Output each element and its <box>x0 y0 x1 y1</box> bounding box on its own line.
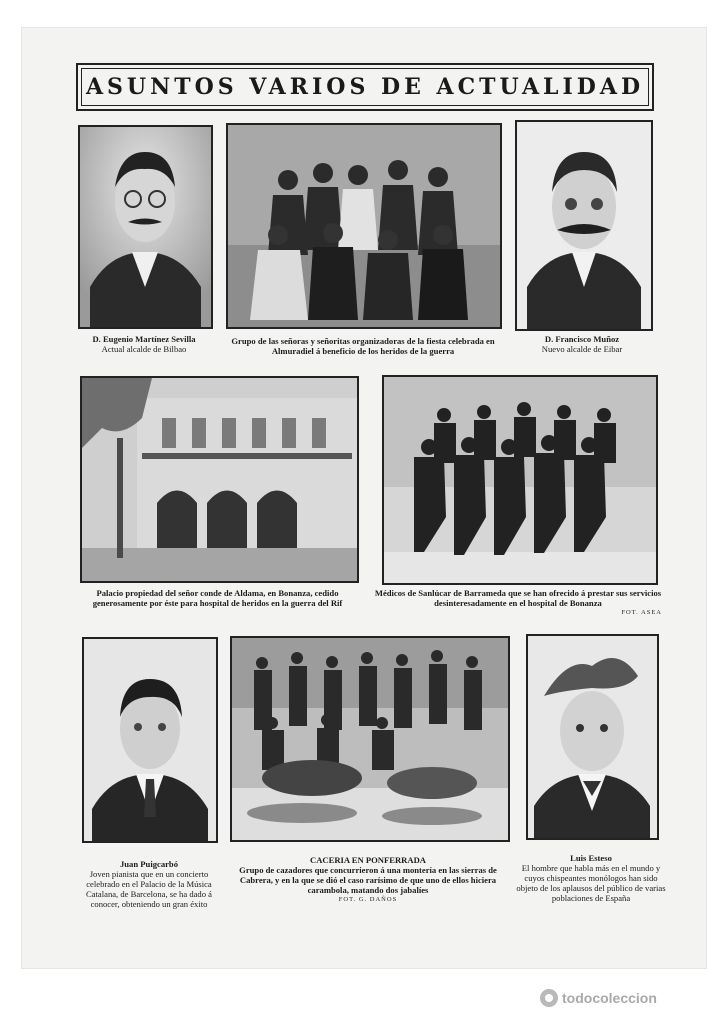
caption-medicos-sanlucar <box>374 588 662 618</box>
page-title-box <box>76 63 654 111</box>
caption-grupo-senoras <box>222 336 504 356</box>
caption-caceria-ponferrada-text: Grupo de cazadores que concurrieron á una montería en las sierras de Cabrera, y en la que se dió el caso rarísimo de que uno de ellos hiciera carambola, matando dos jabalíes <box>239 865 497 895</box>
caption-palacio-aldama <box>80 588 355 608</box>
photo-luis-esteso <box>526 634 659 840</box>
caption-juan-puigcarbo <box>74 859 224 909</box>
photo-martinez-sevilla <box>78 125 213 329</box>
caption-juan-puigcarbo-name: Juan Puigcarbó <box>119 859 179 869</box>
page-title: ASUNTOS VARIOS DE ACTUALIDAD <box>85 74 645 100</box>
caption-juan-puigcarbo-text: Joven pianista que en un concierto celebrado en el Palacio de la Música Catalana, de Barcelona, se ha dado á conocer, obteniendo un gran éxito <box>86 869 212 909</box>
caption-martinez-sevilla <box>70 334 218 354</box>
caption-caceria-credit: FOT. G. DAÑOS <box>338 896 398 903</box>
caption-grupo-senoras-text: Grupo de las señoras y señoritas organizadoras de la fiesta celebrada en Almuradiel á beneficio de los heridos de la guerra <box>231 336 495 356</box>
caption-caceria-ponferrada-name: CACERIA EN PONFERRADA <box>309 855 427 865</box>
watermark <box>540 986 710 1010</box>
photo-caceria-ponferrada <box>230 636 510 842</box>
caption-martinez-sevilla-text: Actual alcalde de Bilbao <box>101 344 187 354</box>
caption-francisco-munoz-name: D. Francisco Muñoz <box>544 334 620 344</box>
photo-grupo-senoras <box>226 123 502 329</box>
caption-palacio-aldama-text: Palacio propiedad del señor conde de Aldama, en Bonanza, cedido generosamente por éste para hospital de heridos en la guerra del Rif <box>92 588 343 608</box>
photo-francisco-munoz <box>515 120 653 331</box>
caption-francisco-munoz <box>510 334 654 354</box>
photo-juan-puigcarbo <box>82 637 218 843</box>
caption-medicos-credit: FOT. ASEA <box>621 609 662 616</box>
caption-medicos-sanlucar-text: Médicos de Sanlúcar de Barrameda que se han ofrecido á prestar sus servicios desinteresadamente en el hospital de Bonanza <box>374 588 662 608</box>
caption-luis-esteso <box>516 853 666 903</box>
caption-francisco-munoz-text: Nuevo alcalde de Eibar <box>541 344 623 354</box>
photo-palacio-aldama <box>80 376 359 583</box>
caption-martinez-sevilla-name: D. Eugenio Martínez Sevilla <box>92 334 196 344</box>
watermark-text: todocoleccion <box>562 990 657 1006</box>
watermark-logo-icon <box>540 989 558 1007</box>
caption-caceria-ponferrada <box>230 855 506 905</box>
caption-luis-esteso-name: Luis Esteso <box>570 853 612 863</box>
photo-medicos-sanlucar <box>382 375 658 585</box>
caption-luis-esteso-text: El hombre que habla más en el mundo y cuyos chispeantes monólogos han sido objeto de los aplausos del público de varias poblaciones de España <box>516 863 666 903</box>
